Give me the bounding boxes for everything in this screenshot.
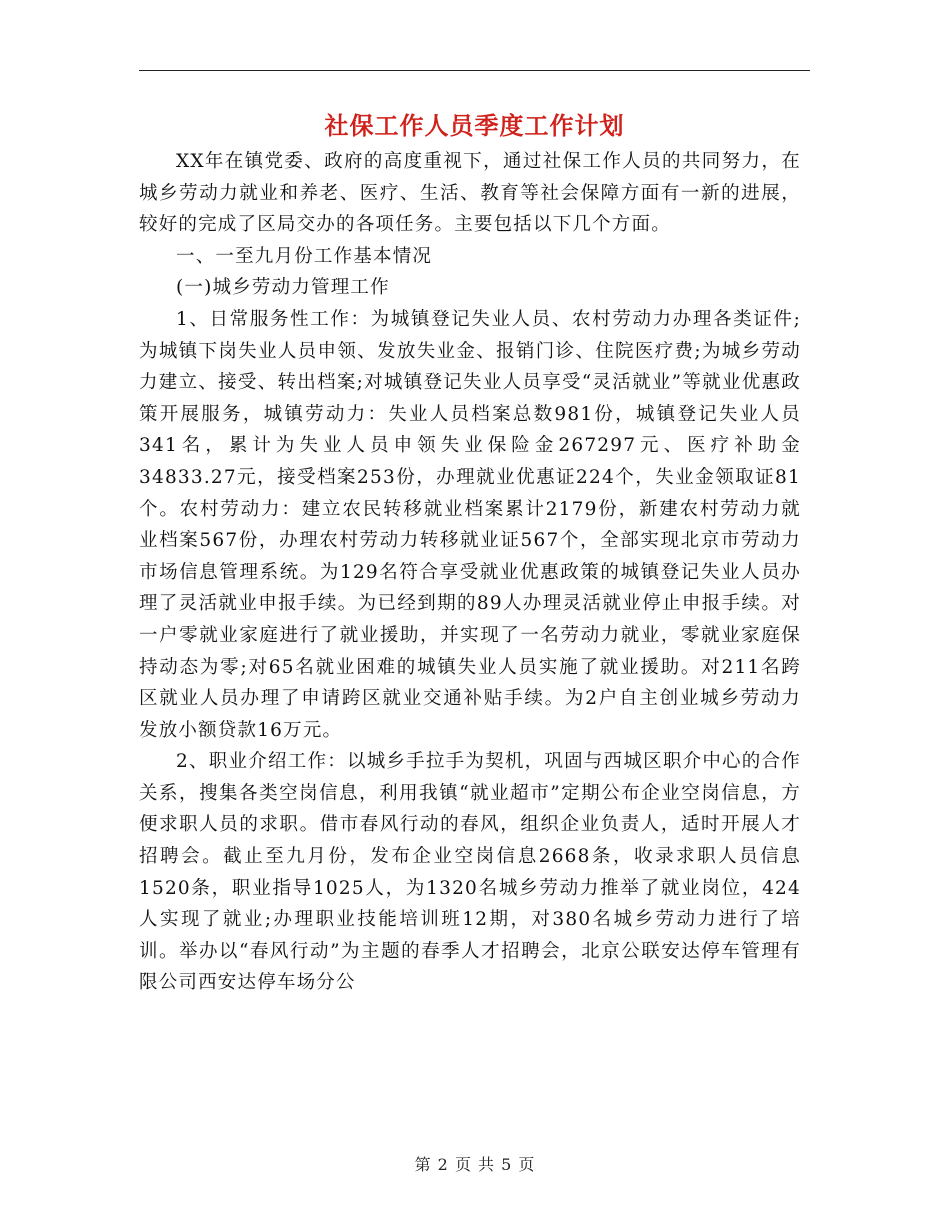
subsection-heading: (一)城乡劳动力管理工作 <box>176 277 390 299</box>
paragraph-daily-service: 1、日常服务性工作：为城镇登记失业人员、农村劳动力办理各类证件;为城镇下岗失业人员申领、发放失业金、报销门诊、住院医疗费;为城乡劳动力建立、接受、转出档案;对城镇登记失业人员享受“灵活就业”等就业优惠政策开展服务，城镇劳动力：失业人员档案总数981份，城镇登记失业人员341名，累计为失业人员申领失业保险金267297元、医疗补助金34833.27元，接受档案253份，办理就业优惠证224个，失业金领取证81个。农村劳动力：建立农民转移就业档案累计2179份，新建农村劳动力就业档案567份，办理农村劳动力转移就业证567个，全部实现北京市劳动力市场信息管理系统。为129名符合享受就业优惠政策的城镇登记失业人员办理了灵活就业申报手续。为已经到期的89人办理灵活就业停止申报手续。对一户零就业家庭进行了就业援助，并实现了一名劳动力就业，零就业家庭保持动态为零;对65名就业困难的城镇失业人员实施了就业援助。对211名跨区就业人员办理了申请跨区就业交通补贴手续。为2户自主创业城乡劳动力发放小额贷款16万元。 <box>139 308 801 741</box>
document-title: 社保工作人员季度工作计划 <box>324 112 625 140</box>
header-rule <box>139 70 810 71</box>
paragraph-job-referral: 2、职业介绍工作：以城乡手拉手为契机，巩固与西城区职介中心的合作关系，搜集各类空岗信息，利用我镇“就业超市”定期公布企业空岗信息，方便求职人员的求职。借市春风行动的春风，组织企业负责人，适时开展人才招聘会。截止至九月份，发布企业空岗信息2668条，收录求职人员信息1520条，职业指导1025人，为1320名城乡劳动力推举了就业岗位，424人实现了就业;办理职业技能培训班12期，对380名城乡劳动力进行了培训。举办以“春风行动”为主题的春季人才招聘会，北京公联安达停车管理有限公司西安达停车场分公 <box>139 751 801 994</box>
paragraph-intro: XX年在镇党委、政府的高度重视下，通过社保工作人员的共同努力，在城乡劳动力就业和养老、医疗、生活、教育等社会保障方面有一新的进展，较好的完成了区局交办的各项任务。主要包括以下几个方面。 <box>139 151 801 236</box>
document-body <box>139 146 801 999</box>
page-number: 第 2 页 共 5 页 <box>414 1155 536 1174</box>
section-heading: 一、一至九月份工作基本情况 <box>176 245 433 267</box>
